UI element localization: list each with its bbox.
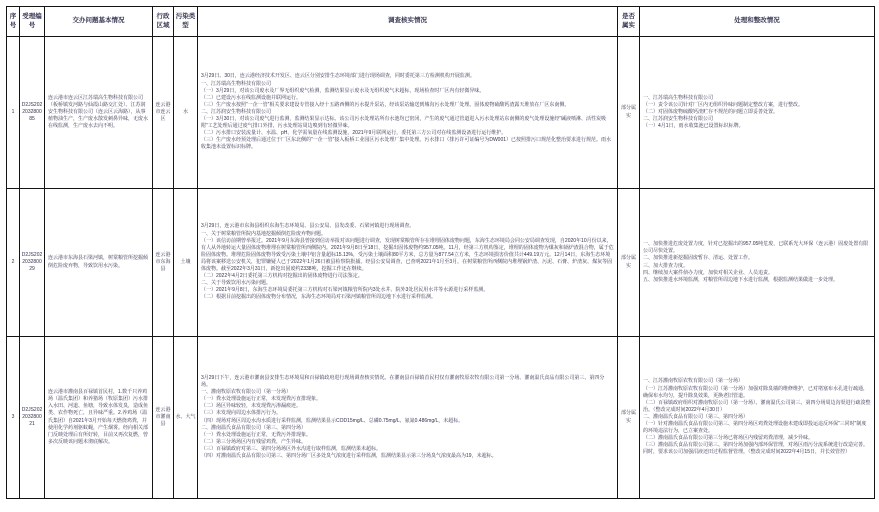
paragraph: （二）2022年4月2日委托第三方机构对挖掘出的固体废物进行司法鉴定。 [201, 273, 363, 280]
paragraph: 二、关于导致饮用水污染问题。 [201, 280, 272, 287]
paragraph: 3月29日下午，连云港市灌南县安排生态环境局和百禄镇政府进行现场调查核实情况。在灌南县百禄镇首民村仅有灌南牧原农牧有限公司第一分场、灌南温氏食品有限公司第三、第四分场。 [201, 374, 605, 389]
pollution-type: 水 [174, 37, 198, 189]
verdict-badge: 部分属实 [618, 189, 640, 337]
region: 连云港市灌南县 [153, 337, 174, 499]
column-header-col-no: 序号 [7, 7, 20, 37]
paragraph: 一、加快推进危废处置力度，针对已挖掘出的957.05吨危废，已联系光大环保（连云港）固废处置有限公司尽快处置。 [643, 241, 869, 255]
paragraph: （一）粪水处理设施运行正常，未发现粪污直排现象。 [201, 396, 322, 403]
complaint-handling-table [6, 6, 875, 499]
pollution-type: 水、大气 [174, 337, 198, 499]
column-header-col-action: 处理和整改情况 [640, 7, 875, 37]
column-header-col-verdict: 是否属实 [618, 7, 640, 37]
case-number: D2JS202203280029 [20, 189, 45, 337]
paragraph: 二、江苏润安生物科技有限公司 [201, 108, 272, 115]
paragraph: 二、加快推进新挖掘固废暂存、清运、处置工作。 [643, 255, 754, 262]
paragraph: 二、江苏润安生物科技有限公司 [643, 116, 714, 123]
paragraph: （三）灌南温氏食品有限公司第三、第四分场加强内部环保管理，对场区雨污分流系统进行改造完善。同时，要求该公司加强沼液还田过程监督管理。（整改完成时间2022年4月15日，并长效管控） [643, 442, 869, 456]
paragraph: （一）4月1日，雨水收集池已设置标识标牌。 [643, 123, 744, 130]
table-row [7, 189, 875, 337]
paragraph: （二）根据目前挖掘出的固体废物分布情况，东海生态环境局对石梁河镇粮管所周边地下水进行采样监测。 [201, 294, 437, 301]
paragraph: （一）该信访前期曾举报过。2021年9月东海县曾接到信访举报对该问题进行调查，发现树棠粮管所存在堆埋固体废物问题，东海生态环境局会同公安局调查发现，自2020年10月份以来，有人从外地转运大量固体废物堆埋在树棠粮管所西侧院内。2021年9月8日至18日，挖掘出固体废物约957.05吨。11月，经第三方机构鉴定，堆埋的固体废物为煤灰和锅炉渣混合物，属于危险固体废物。堆埋危险固体废物导致受污染土壤中铝含量超标15.13%，受污染土壤面积80平方米，总方量为877.54立方米，生态环境损害价值共计449.19万元。12月14日，东海生态环境局将该案移送公安机关，犯罪嫌疑人已于2022年1月26日被县检察院批捕。经县公安局调查，已查明2021年1月至3月，在树棠粮管所西侧院内堆埋锅炉渣、污泥、石膏、炉渣灰、煤灰等固体废物。截至2022年3月31日，新挖出固废约2338吨，挖掘工作还在继续。 [201, 237, 614, 273]
paragraph: 五、加快推进水环境监测，对粮管所周边地下水进行监测，根据监测结果做进一步处理。 [643, 276, 839, 283]
investigation-result [198, 189, 618, 337]
verdict-badge: 部分属实 [618, 37, 640, 189]
row-index: 1 [7, 37, 20, 189]
paragraph: （四）对灌南温氏食品有限公司第三、第四分场厂区多处臭气浓度进行采样监测，监测结果显示第三分场臭气浓度最高为19，未超标。 [201, 452, 497, 459]
problem-description: 连云港市连云区江苏瑞高生物科技有限公司（板桥镇发河路与仙霞山路交汇处）、江苏润安生物科技有限公司（连云区云海路），从事植物油生产，生产废水散发刺鼻异味，无废水在线监测，生产废水去向不明。 [45, 37, 153, 189]
pollution-type: 土壤 [174, 189, 198, 337]
column-header-col-pollution: 污染类型 [174, 7, 198, 37]
paragraph: 一、江苏瑞高生物科技有限公司 [643, 94, 714, 101]
action-and-rectification [640, 337, 875, 499]
paragraph: 一、江苏瑞高生物科技有限公司 [201, 80, 272, 87]
column-header-col-problem: 交办问题基本情况 [45, 7, 153, 37]
paragraph: 一、灌南牧原农牧有限公司（第一分场） [201, 389, 292, 396]
investigation-result [198, 37, 618, 189]
paragraph: （二）已建设污水在线监测设施并联网运行。 [201, 94, 302, 101]
table-header-row [7, 7, 875, 37]
case-number: D2JS202203280021 [20, 337, 45, 499]
column-header-col-region: 行政区域 [153, 7, 174, 37]
column-header-col-case-number: 受理编号 [20, 7, 45, 37]
case-number: D2JS202203280085 [20, 37, 45, 189]
region: 连云港市连云区 [153, 37, 174, 189]
paragraph: （一）3月29日，对该公司废水及厂界无组织废气检测，监测结果显示废水及无组织废气未超标，现场检查时厂区内有轻微异味。 [201, 87, 485, 94]
paragraph: 二、灌南温氏食品有限公司（第三、第四分场） [643, 413, 749, 420]
table-body [7, 37, 875, 499]
paragraph: （四）现场对场区周边水沟水质进行采样监测，监测结果显示COD15mg/L、总磷0.75mg/L、氨氮0.486mg/L，未超标。 [201, 417, 464, 424]
paragraph: 一、江苏灌南牧原农牧有限公司（第一分场） [643, 378, 744, 385]
paragraph: （二）百禄镇政府组织对灌南牧原公司（第一分场）、灌南温氏公司第三、第四分场周边沟渠进行疏浚整治。（整改完成时间2022年4月30日） [643, 399, 871, 413]
table-header [7, 7, 875, 37]
paragraph: （三）百禄镇政府对第三、第四分场场区外水沟进行取样监测，监测结果未超标。 [201, 445, 382, 452]
paragraph: （二）灌南温氏食品有限公司第三分场已将场区内残留鸡粪清理，减少异味。 [643, 435, 814, 442]
table-row [7, 337, 875, 499]
paragraph: （三）未发现向周边水体排污行为。 [201, 410, 282, 417]
paragraph: （二）场区异味较轻，未发现粪污渗漏痕迹。 [201, 403, 302, 410]
investigation-result [198, 337, 618, 499]
paragraph: 一、关于树棠粮管所院内基地挖掘倾倒危险废弃物问题。 [201, 230, 327, 237]
table-row [7, 37, 875, 189]
paragraph: 3月29日，连云港市东海县组织东海生态环境局、县公安局、县发改委、石梁河镇进行现场调查。 [201, 223, 415, 230]
verdict-badge: 部分属实 [618, 337, 640, 499]
paragraph: （三）生产废水经预处理后通过位于厂区东北侧的“一企一管”接入板桥工业园区污水处理厂集中处理。污水排口（排污许可证编号为DW001）已按照排污口规范化整治要求进行规范。雨水收集池未设置标识标牌。 [201, 137, 612, 151]
paragraph: （一）责令该公司针对厂区内无组织异味问题制定整改方案，进行整改。 [643, 101, 804, 108]
paragraph: （三）生产废水按照“一企一管”相关要求建设专管接入经十五路西侧的污水提升泵站，经该泵站输送到墟沟污水处理厂处理。固体废物硫酸钙渣露天堆放在厂区东南侧。 [201, 101, 570, 108]
problem-description: 连云港市东海县石梁河镇，树棠粮管所挖掘倾倒危险废弃物，导致饮用水污染。 [45, 189, 153, 337]
paragraph: 四、继续加大案件侦办力度，加快对相关企业、人员追责。 [643, 269, 774, 276]
paragraph: （二）对固体废物硫酸钙渣贮存不规范的问题立即妥善处置。 [643, 108, 779, 115]
paragraph: 三、加大排查力度。 [643, 262, 689, 269]
row-index: 3 [7, 337, 20, 499]
paragraph: 二、灌南温氏食品有限公司（第三、第四分场） [201, 424, 307, 431]
paragraph: （二）第三分场场区内有残留鸡粪，产生异味。 [201, 438, 307, 445]
paragraph: （一）3月30日，对该公司废气进行监测，监测结果显示达标。该公司污水处理站所有水池均已密闭，产生的废气通过管道进入污水处理站东南侧的废气处理设施经“碱液喷淋、活性炭吸附”工艺处理后通过废气排口外排，污水处理站周边嗅到有轻微异味。 [201, 116, 607, 130]
paragraph: （一）粪水处理设施运行正常，无粪污外排现象。 [201, 431, 312, 438]
row-index: 2 [7, 189, 20, 337]
paragraph: （一）江苏灌南牧原农牧有限公司（第一分场）加强对除臭墙的维修维护，已对堵塞布水孔进行疏通，确保布水均匀，提升除臭效果，更换老旧管道。 [643, 385, 869, 399]
paragraph: （二）污水排口安装流量计、水温、pH、化学需氧量在线监测设施，2021年9月联网运行，委托第三方公司对在线监测设备进行运行维护。 [201, 130, 507, 137]
action-and-rectification [640, 37, 875, 189]
problem-description: 连云港市灌南县百禄镇首民村，1.数千只养鸡场（温氏集团）和养猪场（牧原集团）污水排入水田、河道、鱼塘，导致水体发臭，造成鱼类、农作物死亡，且异味严重。2.养鸡场（温氏集团）自2021年3月开始每天燃烧鸡粪，并使用化学药剂驱蚊蝇，产生烟雾。经向相关部门反映处理后有所好转，目前又再次复燃，曾多次反映该问题未彻底解决。 [45, 337, 153, 499]
region: 连云港市东海县 [153, 189, 174, 337]
paragraph: 3月29日、30日，连云港经济技术开发区、连云区分别安排生态环境部门进行现场调查，同时委托第三方检测机构开展监测。 [201, 73, 475, 80]
paragraph: （一）2021年9月8日，东海生态环境局委托第三方机构对石梁河镇粮管所院内3处水井、院外3处居民用水井等水源进行采样监测。 [201, 287, 489, 294]
paragraph: （一）针对灌南温氏食品有限公司第三、第四分场区鸡粪处理设施未建成即投运违反环保“三同时”制度的环境违法行为，已立案查处。 [643, 421, 867, 435]
column-header-col-investigation: 调查核实情况 [198, 7, 618, 37]
action-and-rectification [640, 189, 875, 337]
